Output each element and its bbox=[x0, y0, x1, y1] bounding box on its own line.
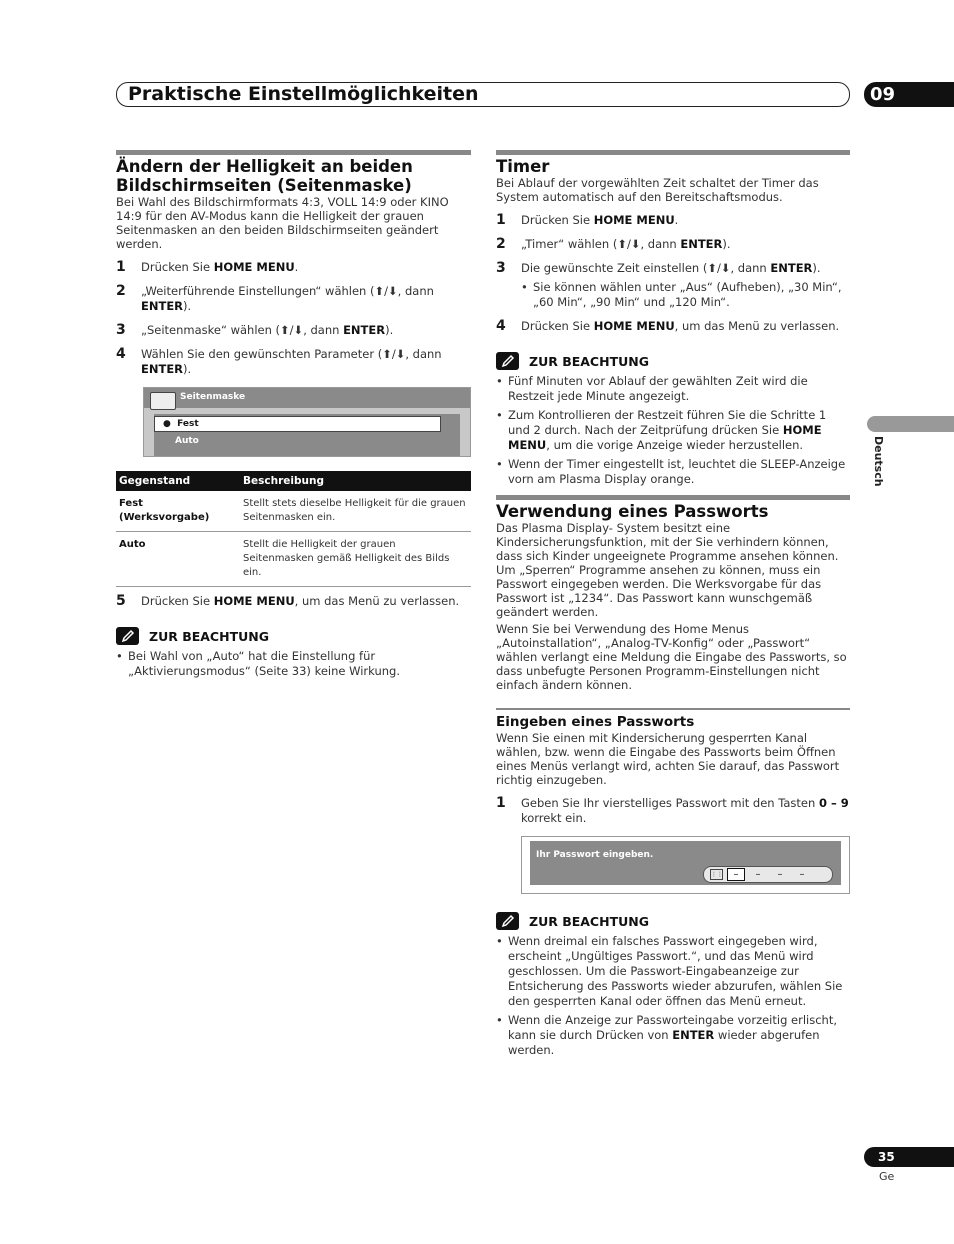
note-item: • Fünf Minuten vor Ablauf der gewählten Zeit wird die Restzeit jede Minute angezeigt. bbox=[496, 374, 808, 403]
timer-step-1: 1 Drücken Sie HOME MENU. bbox=[496, 212, 679, 228]
password-intro-1: Das Plasma Display- System besitzt eine Kindersicherungsfunktion, mit der Sie verhindern können, dass sich Kinder ungeeignete Programme ansehen können. Um „Sperren“ Programme ansehen zu können, muss ein Passwort eingegeben werden. Die Werksvorgabe für das Passwort ist „1234“. Das Passwort kann wunschgemäß geändert werden. bbox=[496, 521, 839, 619]
pencil-note-icon bbox=[496, 352, 519, 370]
timer-step-3: 3 Die gewünschte Zeit einstellen (⬆/⬇, dann ENTER). bbox=[496, 260, 821, 276]
section-title-password: Verwendung eines Passworts bbox=[496, 502, 769, 521]
note-item: • Wenn die Anzeige zur Passworteingabe vorzeitig erlischt, kann sie durch Drücken von ENTER wieder abgerufen werden. bbox=[496, 1013, 837, 1057]
section-intro: Bei Wahl des Bildschirmformats 4:3, VOLL 14:9 oder KINO 14:9 für den AV-Modus kann die Helligkeit der grauen Seitenmasken an den beiden Bildschirmseiten geändert werden. bbox=[116, 195, 449, 251]
note-item: • Zum Kontrollieren der Restzeit führen Sie die Schritte 1 und 2 durch. Nach der Zeitprüfung drücken Sie HOME MENU, um die vorige Anzeige wieder herzustellen. bbox=[496, 408, 827, 452]
pencil-note-icon bbox=[496, 912, 519, 930]
password-digit: – bbox=[755, 869, 761, 880]
step-1: 1 Drücken Sie HOME MENU. bbox=[116, 259, 299, 275]
page-header-title: Praktische Einstellmöglichkeiten bbox=[128, 83, 479, 105]
subsection-rule bbox=[496, 708, 850, 710]
step-5: 5 Drücken Sie HOME MENU, um das Menü zu verlassen. bbox=[116, 593, 460, 609]
arrow-up-down-icon: ⬆/⬇ bbox=[382, 347, 406, 361]
password-prompt: Ihr Passwort eingeben. bbox=[536, 850, 654, 860]
section-title-timer: Timer bbox=[496, 157, 550, 176]
timer-options-bullet: • Sie können wählen unter „Aus“ (Aufheben), „30 Min“, „60 Min“, „90 Min“ und „120 Min“. bbox=[521, 280, 842, 309]
arrow-up-down-icon: ⬆/⬇ bbox=[374, 284, 398, 298]
step-4: 4 Wählen Sie den gewünschten Parameter (⬆/⬇, dann ENTER). bbox=[116, 346, 442, 376]
arrow-up-down-icon: ⬆/⬇ bbox=[280, 323, 304, 337]
note-heading: ZUR BEACHTUNG bbox=[116, 627, 471, 645]
section-rule bbox=[496, 495, 850, 500]
section-rule bbox=[496, 150, 850, 155]
table-header-desc: Beschreibung bbox=[240, 471, 471, 491]
step-3: 3 „Seitenmaske“ wählen (⬆/⬇, dann ENTER). bbox=[116, 322, 394, 338]
table-row: Auto Stellt die Helligkeit der grauen Seitenmasken gemäß Helligkeit des Bilds ein. bbox=[116, 532, 471, 587]
password-digit: – bbox=[777, 869, 783, 880]
arrow-up-down-icon: ⬆/⬇ bbox=[617, 237, 641, 251]
tv-menu-icon bbox=[150, 392, 176, 410]
step-2: 2 „Weiterführende Einstellungen“ wählen (⬆/⬇, dann ENTER). bbox=[116, 283, 434, 313]
timer-step-2: 2 „Timer“ wählen (⬆/⬇, dann ENTER). bbox=[496, 236, 731, 252]
parameter-table bbox=[116, 471, 471, 587]
option-auto[interactable]: Auto bbox=[175, 436, 199, 446]
password-digit: – bbox=[727, 868, 745, 881]
arrow-up-down-icon: ⬆/⬇ bbox=[707, 261, 731, 275]
language-label: Deutsch bbox=[872, 436, 885, 487]
password-digit: – bbox=[799, 869, 805, 880]
subsection-title: Eingeben eines Passworts bbox=[496, 714, 695, 730]
option-fest[interactable]: ● Fest bbox=[154, 416, 441, 432]
note-heading: ZUR BEACHTUNG bbox=[496, 352, 850, 370]
page-language-code: Ge bbox=[879, 1170, 895, 1183]
pencil-note-icon bbox=[116, 627, 139, 645]
language-tab bbox=[867, 416, 954, 432]
table-header-item: Gegenstand bbox=[116, 471, 240, 491]
left-column bbox=[116, 150, 471, 679]
right-column bbox=[496, 150, 850, 1058]
password-screen bbox=[521, 836, 850, 894]
section-title-seitenmaske: Ändern der Helligkeit an beiden Bildschirmseiten (Seitenmaske) bbox=[116, 157, 413, 195]
note-item: • Bei Wahl von „Auto“ hat die Einstellung für „Aktivierungsmodus“ (Seite 33) keine Wirkung. bbox=[116, 649, 400, 678]
password-input[interactable] bbox=[703, 866, 833, 883]
subsection-intro: Wenn Sie einen mit Kindersicherung gesperrten Kanal wählen, bzw. wenn die Eingabe des Passworts beim Öffnen eines Menüs verlangt wird, achten Sie darauf, das Passwort richtig einzugeben. bbox=[496, 731, 840, 787]
screen-title: Seitenmaske bbox=[144, 388, 470, 408]
chapter-number: 09 bbox=[864, 82, 954, 107]
timer-step-4: 4 Drücken Sie HOME MENU, um das Menü zu verlassen. bbox=[496, 318, 840, 334]
password-intro-2: Wenn Sie bei Verwendung des Home Menus „Autoinstallation“, „Analog-TV-Konfig“ oder „Passwort“ wählen verlangt eine Meldung die Eingabe des Passworts, so dass unbefugte Personen Programm-Einstellungen nicht einfach ändern können. bbox=[496, 622, 847, 692]
note-item: • Wenn der Timer eingestellt ist, leuchtet die SLEEP-Anzeige vorn am Plasma Display orange. bbox=[496, 457, 846, 486]
note-heading: ZUR BEACHTUNG bbox=[496, 912, 850, 930]
seitenmaske-screen bbox=[143, 387, 471, 457]
table-row: Fest (Werksvorgabe) Stellt stets dieselbe Helligkeit für die grauen Seitenmasken ein. bbox=[116, 491, 471, 532]
note-item: • Wenn dreimal ein falsches Passwort eingegeben wird, erscheint „Ungültiges Passwort.“, und das Menü wird geschlossen. Um die Passwort-Eingabeanzeige zur Entsicherung des Passworts wieder abzurufen, wählen Sie den gesperrten Kanal oder öffnen das Menü erneut. bbox=[496, 934, 843, 1008]
section-rule bbox=[116, 150, 471, 155]
timer-intro: Bei Ablauf der vorgewählten Zeit schaltet der Timer das System automatisch auf den Bereitschaftsmodus. bbox=[496, 176, 819, 204]
password-step-1: 1 Geben Sie Ihr vierstelliges Passwort mit den Tasten 0 – 9 korrekt ein. bbox=[496, 795, 849, 825]
keypad-icon: ⋮⋮ bbox=[711, 871, 723, 878]
page-number: 35 bbox=[864, 1147, 954, 1167]
selected-dot-icon: ● bbox=[163, 419, 171, 429]
